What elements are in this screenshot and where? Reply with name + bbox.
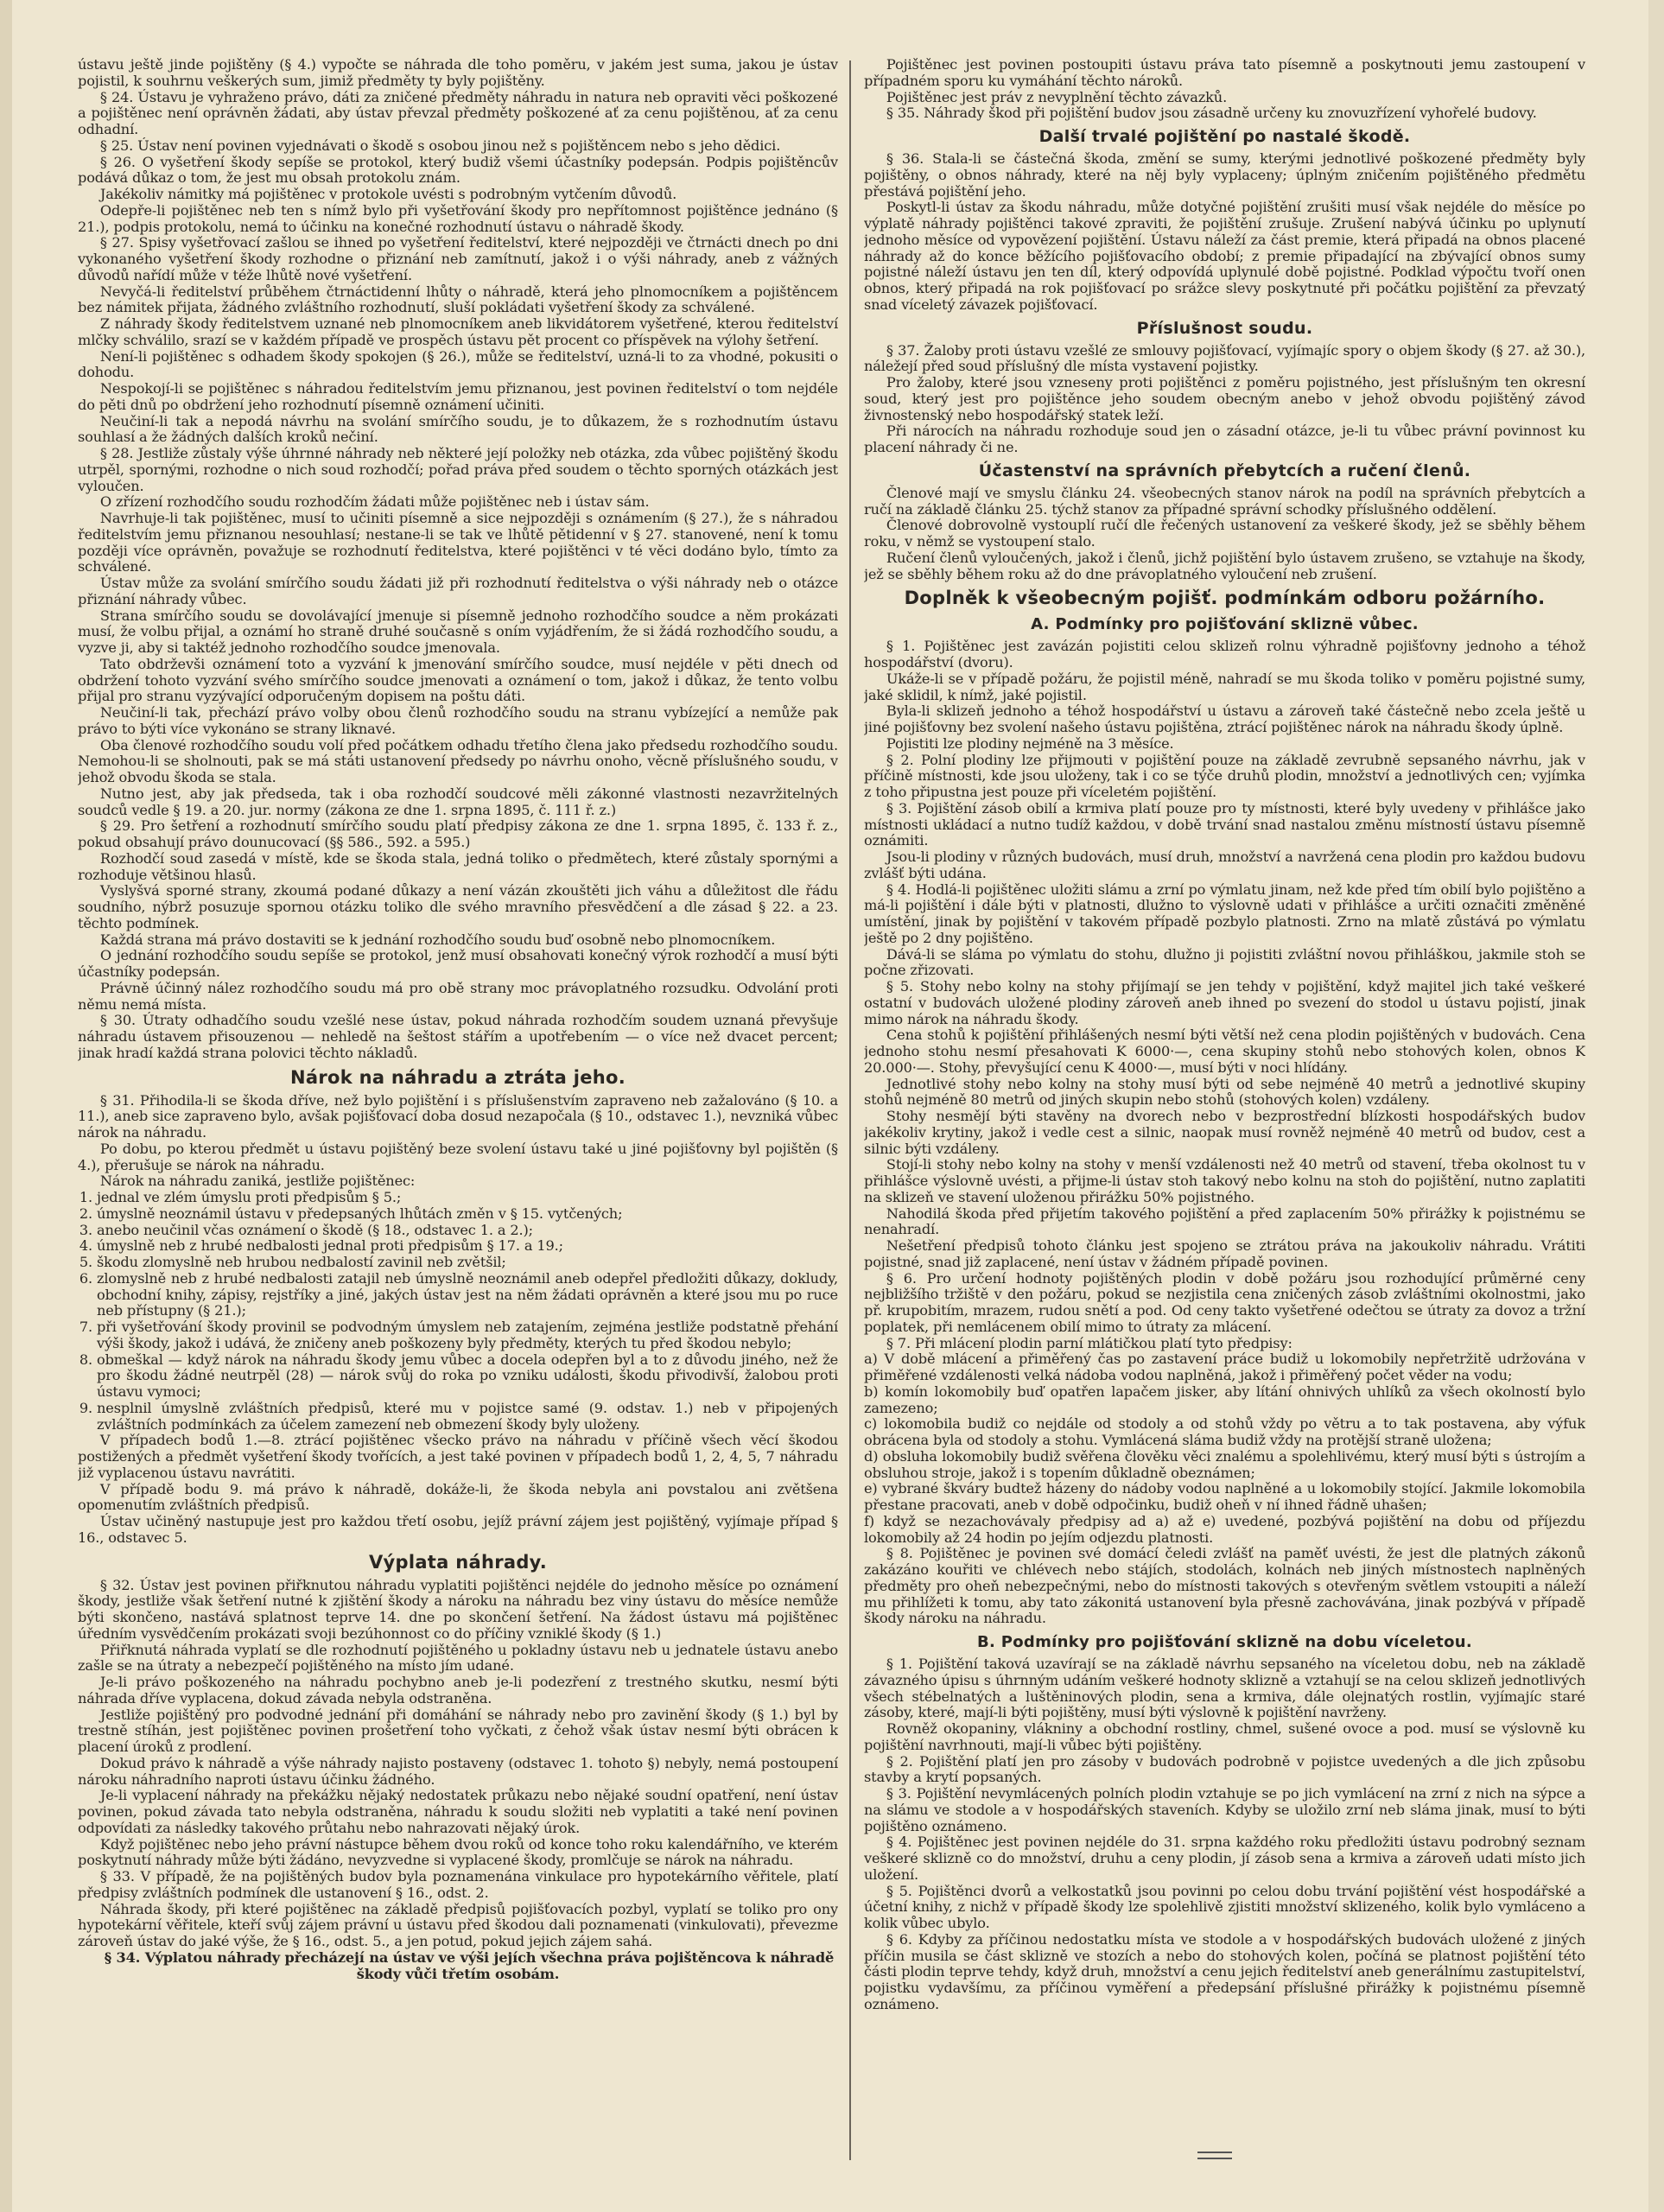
paragraph: § 32. Ústav jest povinen přiřknutou náhradu vyplatiti pojištěnci nejdéle do jednoho měsíce po oznámení škody, jestliže však šetření nutné k zjištění škody a nároku na náhradu bez viny ústavu do měsíce nemůže býti skončeno, nastává splatnost teprve 14. dne po skončení šetření. Na žádost ústavu má pojištěnec úředním vysvědčením prokázati svoji bezúhonnost co do příčiny vzniklé škody (§ 1.): [78, 1576, 838, 1642]
paragraph: § 33. V případě, že na pojištěných budov byla poznamenána vinkulace pro hypotekárního věřitele, platí předpisy zvláštních podmínek dle ustanovení § 16., odst. 2.: [78, 1868, 838, 1901]
paragraph: Z náhrady škody ředitelstvem uznané neb plnomocníkem aneb likvidátorem vyšetřené, kterou ředitelství mlčky schválilo, srazí se v každém případě ve prospěch ústavu pět procent co příspěvek na výlohy šetření.: [78, 315, 838, 348]
paragraph: Při nárocích na náhradu rozhoduje soud jen o zásadní otázce, je-li tu vůbec právní povinnost ku placení náhrady či ne.: [864, 423, 1585, 455]
paragraph: Dokud právo k náhradě a výše náhrady najisto postaveny (odstavec 1. tohoto §) nebyly, nemá postoupení nároku náhradního naproti ústavu účinku žádného.: [78, 1754, 838, 1788]
closing-paragraph: § 34. Výplatou náhrady přecházejí na ústav ve výši jejích všechna práva pojištěncova k náhradě škody vůči třetím osobám.: [104, 1948, 835, 1982]
paragraph: Byla-li sklizeň jednoho a téhož hospodářství u ústavu a zároveň také částečně nebo zcela ještě u jiné pojišťovny bez svolení našeho ústavu pojištěna, ztrácí pojištěnec nárok na náhradu škody úplně.: [864, 702, 1585, 735]
paragraph: § 37. Žaloby proti ústavu vzešlé ze smlouvy pojišťovací, vyjímajíc spory o objem škody (§ 27. až 30.), náležejí před soud příslušný dle místa vystavení pojistky.: [864, 341, 1585, 375]
paragraph: Neučiní-li tak, přechází právo volby obou členů rozhodčího soudu na stranu vybízející a nemůže pak právo to býti více vykonáno se strany liknavé.: [78, 704, 838, 737]
section-heading: Příslušnost soudu.: [1136, 318, 1313, 338]
right-column: [864, 57, 1585, 2165]
paragraph: Každá strana má právo dostaviti se k jednání rozhodčího soudu buď osobně nebo plnomocníkem.: [99, 931, 776, 948]
paragraph: Pro žaloby, které jsou vzneseny proti pojištěnci z poměru pojistného, jest příslušným ten okresní soud, který jest pro pojištěnce jeho soudem obecným anebo v jehož obvodu pojištěný závod živnostenský nebo hospodářský statek leží.: [864, 374, 1585, 423]
paragraph: Oba členové rozhodčího soudu volí před počátkem odhadu třetího člena jako předsedu rozhodčího soudu. Nemohou-li se sholnouti, pak se má státi ustanovení předsedy po návrhu onoho, věcně příslušného soudu, v jehož obvodu škoda se stala.: [78, 736, 838, 785]
paragraph: § 36. Stala-li se částečná škoda, změní se sumy, kterými jednotlivé poškozené předměty byly pojištěny, o obnos náhrady, které na něj byly vyplaceny; úplným zničením pojištěného předmětu přestává pojištění jeho.: [864, 150, 1585, 200]
paragraph: Cena stohů k pojištění přihlášených nesmí býti větší než cena plodin pojištěných v budovách. Cena jednoho stohu nesmí přesahovati K 6000·—, cena skupiny stohů nebo stohových kolen, obnos K 20.000·—. Stohy, převyšující cenu K 4000·—, musí býti v noci hlídány.: [864, 1027, 1585, 1076]
list-item: d) obsluha lokomobily budiž svěřena člověku věci znalému a spolehlivému, který musí býti s ústrojím a obsluhou stroje, jakož i s topením důkladně obeznámen;: [864, 1447, 1585, 1481]
paragraph: § 28. Jestliže zůstaly výše úhrnné náhrady neb některé její položky neb otázka, zda vůbec pojištěný škodu utrpěl, spornými, rozhodne o nich soud rozhodčí; pořad práva před soudem o těchto sporných otázkách jest vyloučen.: [78, 445, 838, 494]
paragraph: Je-li právo poškozeného na náhradu pochybno aneb je-li podezření z trestného skutku, nesmí býti náhrada dříve vyplacena, dokud závada nebyla odstraněna.: [78, 1674, 838, 1707]
paragraph: § 31. Přihodila-li se škoda dříve, než bylo pojištění i s příslušenstvím zapraveno neb zažalováno (§ 10. a 11.), aneb sice zapraveno bylo, avšak pojišťovací doba dosud nezapočala (§ 10., odstavec 1.), nevzniká vůbec nárok na náhradu.: [78, 1091, 838, 1141]
paragraph: Nešetření předpisů tohoto článku jest spojeno se ztrátou práva na jakoukoliv náhradu. Vrátiti pojistné, snad již zaplacené, není ústav v žádném případě povinen.: [864, 1237, 1585, 1270]
paragraph: § 3. Pojištění zásob obilí a krmiva platí pouze pro ty místnosti, které byly uvedeny v přihlášce jako místnosti ukládací a nutno tudíž každou, v době trvání snad nastalou změnu místností ústavu písemně oznámiti.: [864, 799, 1585, 849]
paragraph: § 5. Stohy nebo kolny na stohy přijímají se jen tehdy v pojištění, když majitel jich také veškeré ostatní v budovách uložené plodiny zároveň aneb ihned po svezení do stodol u ústavu pojistí, jinak mimo nárok na náhradu škody.: [864, 978, 1585, 1027]
left-column: [78, 57, 838, 2165]
paragraph: Nárok na náhradu zaniká, jestliže pojištěnec:: [99, 1173, 416, 1190]
subsection-heading: A. Podmínky pro pojišťování skliznë vůbec.: [1031, 615, 1419, 634]
paragraph: O jednání rozhodčího soudu sepíše se protokol, jenž musí obsahovati konečný výrok rozhodčí a musí býti účastníky podepsán.: [78, 947, 838, 980]
paragraph: § 3. Pojištění nevymlácených polních plodin vztahuje se po jich vymlácení na zrní z nich na sýpce a na slámu ve stodole a v hospodářských staveních. Kdyby se uložilo zrní neb sláma jinak, musí to býti pojištěno oznámeno.: [864, 1785, 1585, 1834]
paragraph: Odepře-li pojištěnec neb ten s nímž bylo při vyšetřování škody pro nepřítomnost pojištěnce jednáno (§ 21.), podpis protokolu, nemá to účinku na konečné rozhodnutí ústavu o náhradě škody.: [78, 201, 838, 235]
list-item: 9. nesplnil úmyslně zvláštních předpisů, které mu v pojistce samé (9. odstav. 1.) neb v připojených zvláštních podmínkách za účelem zamezení neb obmezení škody byly uloženy.: [97, 1401, 838, 1433]
paragraph: § 6. Pro určení hodnoty pojištěných plodin v době požáru jsou rozhodující průměrné ceny nejbližšího tržiště v den požáru, pokud se nezjistila cena zničených zásob zvláštními okolnostmi, jako př. krupobitím, mrazem, rudou snětí a pod. Od ceny takto vyšetřené odečtou se útraty za dovoz a tržní poplatek, při nemlácenem obilí mimo to útraty za mlácení.: [864, 1269, 1585, 1335]
page-edge-left: [0, 0, 12, 2212]
paragraph: Dává-li se sláma po výmlatu do stohu, dlužno ji pojistiti zvláštní novou přihláškou, jakmile stoh se počne zřizovati.: [864, 945, 1585, 979]
list-item: 4. úmyslně neb z hrubé nedbalosti jednal proti předpisům § 17. a 19.;: [97, 1238, 838, 1255]
paragraph: Jestliže pojištěný pro podvodné jednání při domáhání se náhrady nebo pro zavinění škody (§ 1.) byl by trestně stíhán, jest pojištěnec povinen prošetření toho vyčkati, z čehož však ústav nesmí býti obrácen k placení úroků z prodlení.: [78, 1706, 838, 1755]
list-item: 6. zlomyslně neb z hrubé nedbalosti zatajil neb úmyslně neoznámil aneb odepřel předložiti důkazy, dokludy, obchodní knihy, zápisy, rejstříky a jiné, jakých ústav jest na něm žádati oprávněn a které jsou mu po ruce neb přístupny (§ 21.);: [97, 1271, 838, 1319]
paragraph: Ukáže-li se v případě požáru, že pojistil méně, nahradí se mu škoda toliko v poměru pojistné sumy, jaké sklidil, k nímž, jaké pojistil.: [864, 670, 1585, 703]
paragraph: Členové mají ve smyslu článku 24. všeobecných stanov nárok na podíl na správních přebytcích a ručí na základě článku 25. týchž stanov za případné správní schodky příslušného oddělení.: [864, 484, 1585, 518]
paragraph: § 25. Ústav není povinen vyjednávati o škodě s osobou jinou než s pojištěncem nebo s jeho dědici.: [99, 137, 781, 154]
paragraph: Nahodilá škoda před přijetím takového pojištění a před zaplacením 50% přirážky k pojistnému se nenahradí.: [864, 1205, 1585, 1238]
paragraph: § 4. Pojištěnec jest povinen nejdéle do 31. srpna každého roku předložiti ústavu podrobný seznam veškeré sklizně co do množství, druhu a ceny plodin, jí zásob sena a krmiva a zároveň udati místo jich uložení.: [864, 1834, 1585, 1883]
paragraph: Pojištěnec jest práv z nevyplnění těchto závazků.: [886, 88, 1228, 105]
paragraph: Neučiní-li tak a nepodá návrhu na svolání smírčího soudu, je to důkazem, že s rozhodnutím ústavu souhlasí a že žádných dalších kroků nečiní.: [78, 412, 838, 446]
paragraph: Členové dobrovolně vystouplí ručí dle řečených ustanovení za veškeré škody, jež se sběhly během roku, v němž se vystoupení stalo.: [864, 517, 1585, 550]
paragraph: Jednotlivé stohy nebo kolny na stohy musí býti od sebe nejméně 40 metrů a jednotlivé skupiny stohů nejméně 80 metrů od jiných skupin nebo stohů (stohových kolen) vzdáleny.: [864, 1075, 1585, 1109]
paragraph: Rozhodčí soud zasedá v místě, kde se škoda stala, jedná toliko o předmětech, které zůstaly spornými a rozhoduje většinou hlasů.: [78, 849, 838, 883]
paragraph: Ústav může za svolání smírčího soudu žádati již při rozhodnutí ředitelstva o výši náhrady neb o otázce přiznání náhrady vůbec.: [78, 575, 838, 607]
paragraph: § 6. Kdyby za příčinou nedostatku místa ve stodole a v hospodářských budovách uložené z jiných příčin musila se část sklizně ve stozích a nebo do stohových kolen, počíná se platnost pojištění této části plodin teprve tehdy, když druh, množství a cenu jejich ředitelství aneb generálnímu zastupitelství, pojistku vydavšímu, za příčinou vyměření a předepsání příslušné přirážky k pojistnému písemně oznámeno.: [864, 1930, 1585, 2012]
paragraph: Rovněž okopaniny, vlákniny a obchodní rostliny, chmel, sušené ovoce a pod. musí se výslovně ku pojištění navrhnouti, mají-li vůbec býti pojištěny.: [864, 1720, 1585, 1753]
paragraph: § 4. Hodlá-li pojištěnec uložiti slámu a zrní po výmlatu jinam, než kde před tím obilí bylo pojištěno a má-li pojištění i dále býti v platnosti, dlužno to výslovně udati v přihlášce a určiti označiti změněné umístění, jinak by pojištění v takovém případě pozbylo platnosti. Zrno na mlatě zůstává po výmlatu ještě po 2 dny pojištěno.: [864, 880, 1585, 946]
paragraph: § 5. Pojištěnci dvorů a velkostatků jsou povinni po celou dobu trvání pojištění vést hospodářské a účetní knihy, z nichž v případě škody lze spolehlivě zjistiti množství sklizeného, kolik bylo vymláceno a kolik vůbec ubylo.: [864, 1882, 1585, 1931]
paragraph: V případech bodů 1.—8. ztrácí pojištěnec všecko právo na náhradu v příčině všech věcí škodou postižených a předmět vyšetření škody tvořících, a jest také povinen v případech bodů 1, 2, 4, 5, 7 náhradu již vyplacenou ústavu navrátiti.: [78, 1432, 838, 1481]
paragraph: Jakékoliv námitky má pojištěnec v protokole uvésti s podrobným vytčením důvodů.: [99, 186, 677, 202]
paragraph: Není-li pojištěnec s odhadem škody spokojen (§ 26.), může se ředitelství, uzná-li to za vhodné, pokusiti o dohodu.: [78, 347, 838, 381]
paragraph: Přiřknutá náhrada vyplatí se dle rozhodnutí pojištěného u pokladny ústavu neb u jednatele ústavu anebo zašle se na útraty a nebezpečí pojištěného na místo jím udané.: [78, 1641, 838, 1675]
list-item: 3. anebo neučinil včas oznámení o škodě (§ 18., odstavec 1. a 2.);: [97, 1223, 838, 1239]
paragraph: Pojistiti lze plodiny nejméně na 3 měsíce.: [886, 734, 1174, 752]
column-divider: [849, 60, 851, 2160]
list-item: 8. obmeškal — když nárok na náhradu škody jemu vůbec a docela odepřen byl a to z důvodu jiného, než že pro škodu žádné neutrpěl (28) — nárok svůj do roka po vzniku události, škodu přivodivší, žalobou proti ústavu vymoci;: [97, 1352, 838, 1401]
list-item: 5. škodu zlomyslně neb hrubou nedbalostí zavinil neb zvětšil;: [97, 1255, 838, 1271]
paragraph: § 7. Při mlácení plodin parní mlátičkou platí tyto předpisy:: [886, 1334, 1292, 1351]
paragraph: § 2. Polní plodiny lze přijmouti v pojištění pouze na základě zevrubně sepsaného návrhu, jak v příčině místnosti, kde jsou uloženy, tak i co se týče druhů plodin, množství a jednotlivých cen; vyjímka z toho připustna jest pouze při víceletém pojištění.: [864, 751, 1585, 800]
list-item: 2. úmyslně neoznámil ústavu v předepsaných lhůtách změn v § 15. vytčených;: [97, 1206, 838, 1223]
paragraph: Pojištěnec jest povinen postoupiti ústavu práva tato písemně a poskytnouti jemu zastoupení v případném sporu ku vymáhání těchto nároků.: [864, 57, 1585, 89]
section-heading: Účastenství na správních přebytcích a ručení členů.: [978, 461, 1471, 480]
list-item: f) když se nezachovávaly předpisy ad a) až e) uvedené, pozbývá pojištění na dobu od příjezdu lokomobily až 24 hodin po jejím odjezdu platnosti.: [864, 1512, 1585, 1546]
section-heading: Další trvalé pojištění po nastalé škodě.: [1038, 127, 1411, 146]
paragraph: Strana smírčího soudu se dovolávající jmenuje si písemně jednoho rozhodčího soudce a něm prokázati musí, že volbu přijal, a oznámí ho straně druhé současně s oním vyjádřením, že si žádá rozhodčího soudu, a vyzve ji, aby si taktéž jednoho rozhodčího soudce jmenovala.: [78, 607, 838, 656]
paragraph: Je-li vyplacení náhrady na překážku nějaký nedostatek průkazu nebo nějaké soudní opatření, není ústav povinen, pokud závada tato nebyla odstraněna, náhradu k soudu složiti neb vyplatiti a také není povinen odpovídati za následky takového průtahu nebo nahrazovati nějaký úrok.: [78, 1787, 838, 1836]
paragraph: § 26. O vyšetření škody sepíše se protokol, který budiž všemi účastníky podepsán. Podpis pojištěncův podává důkaz o tom, že jest mu obsah protokolu znám.: [78, 153, 838, 187]
paragraph: § 2. Pojištění platí jen pro zásoby v budovách podrobně v pojistce uvedených a dle jich způsobu stavby a krytí popsaných.: [864, 1752, 1585, 1786]
paragraph: Nutno jest, aby jak předseda, tak i oba rozhodčí soudcové měli zákonné vlastnosti nezavržitelných soudců vedle § 19. a 20. jur. normy (zákona ze dne 1. srpna 1895, č. 111 ř. z.): [78, 785, 838, 818]
paragraph: Náhrada škody, při které pojištěnec na základě předpisů pojišťovacích pozbyl, vyplatí se toliko pro ony hypotekární věřitele, kteří svůj zájem právní u ústavu před škodou dali poznamenati (vinkulovati), převezme zároveň ústav do jaké výše, že § 16., odst. 5., a jen potud, pokud jejich zájem sahá.: [78, 1900, 838, 1949]
list-item: 1. jednal ve zlém úmyslu proti předpisům § 5.;: [97, 1190, 838, 1206]
paragraph: Tato obdrževši oznámení toto a vyzvání k jmenování smírčího soudce, musí nejdéle v pěti dnech od obdržení tohoto vyzvání svého smírčího soudce jmenovati a oznámení o tom, jakož i důkaz, že tento volbu přijal pro stranu vyzývající odporučeným dopisem na poštu dáti.: [78, 655, 838, 705]
paragraph: Navrhuje-li tak pojištěnec, musí to učiniti písemně a sice nejpozději s oznámením (§ 27.), že s náhradou ředitelstvím jemu přiznanou nesouhlasí; nestane-li se tak ve lhůtě pětidenní v § 27. stanovené, není k tomu později více oprávněn, považuje se rozhodnutí ředitelstva, které pojištěnci v té věci dodáno bylo, tímto za schválené.: [78, 510, 838, 575]
subsection-heading: B. Podmínky pro pojišťování sklizně na dobu víceletou.: [977, 1633, 1472, 1651]
paragraph: § 30. Útraty odhadčího soudu vzešlé nese ústav, pokud náhrada rozhodčím soudem uznaná převyšuje náhradu ústavem přisouzenou — nehledě na šeštost stářím a upotřebením — o více než dvacet percent; jinak hradí každá strana polovici těchto nákladů.: [78, 1012, 838, 1061]
paragraph: § 29. Pro šetření a rozhodnutí smírčího soudu platí předpisy zákona ze dne 1. srpna 1895, č. 133 ř. z., pokud obsahují právo dounucovací (§§ 586., 592. a 595.): [78, 817, 838, 850]
paragraph: § 24. Ústavu je vyhraženo právo, dáti za zničené předměty náhradu in natura neb opraviti věci poškozené a pojištěnec není oprávněn žádati, aby ústav převzal předměty poškozené ať za cenu pojištěnou, ať za cenu odhadní.: [78, 88, 838, 137]
list-item: c) lokomobila budiž co nejdále od stodoly a od stohů vždy po větru a to tak postavena, aby výfuk obrácena byla od stodoly a stohu. Vymlácená sláma budiž vždy na protější straně uložena;: [864, 1415, 1585, 1448]
list-item: a) V době mlácení a přiměřený čas po zastavení práce budiž u lokomobily nepřetržitě udržována v přiměřené vzdálenosti velká nádoba vodou naplněná, jakož i přiměřený počet věder na vodu;: [864, 1351, 1585, 1383]
section-heading: Výplata náhrady.: [368, 1551, 548, 1573]
paragraph: Nevyčá-li ředitelství průběhem čtrnáctidenní lhůty o náhradě, která jeho plnomocníkem a pojištěncem bez námitek přijata, žádného zvláštního rozhodnutí, sluší pokládati vyšetření škody za schválené.: [78, 283, 838, 316]
list-item: b) komín lokomobily buď opatřen lapačem jisker, aby lítání ohnivých uhlíků za všech okolností bylo zamezeno;: [864, 1382, 1585, 1416]
paragraph: § 35. Náhrady škod při pojištění budov jsou zásadně určeny ku znovuzřízení vyhořelé budovy.: [886, 105, 1537, 122]
paragraph: V případě bodu 9. má právo k náhradě, dokáže-li, že škoda nebyla ani povstalou ani zvětšena opomenutím zvláštních předpisů.: [78, 1480, 838, 1514]
paragraph: § 8. Pojištěnec je povinen své domácí čeledi zvlášť na paměť uvésti, že jest dle platných zákonů zakázáno kouřiti ve chlévech nebo stájích, stodolách, kolnách neb jiných místnostech naplněných předměty pro oheň nebezpečnými, nebo do místnosti takových s otevřeným světlem vstoupiti a náleží mu přihlížeti k tomu, aby tato zákonitá ustanovení byla přesně zachovávána, jinak pozbývá v případě škody nároku na náhradu.: [864, 1545, 1585, 1627]
paragraph: ústavu ještě jinde pojištěny (§ 4.) vypočte se náhrada dle toho poměru, v jakém jest suma, jakou je ústav pojistil, k souhrnu veškerých sum, jimiž předměty ty byly pojištěny.: [78, 57, 838, 89]
paragraph: O zřízení rozhodčího soudu rozhodčím žádati může pojištěnec neb i ústav sám.: [99, 493, 650, 511]
paragraph: Po dobu, po kterou předmět u ústavu pojištěný beze svolení ústavu také u jiné pojišťovny byl pojištěn (§ 4.), přerušuje se nárok na náhradu.: [78, 1140, 838, 1173]
section-heading: Nárok na náhradu a ztráta jeho.: [289, 1066, 626, 1088]
paragraph: Vyslyšvá sporné strany, zkoumá podané důkazy a není vázán zkouštěti jich váhu a důležitost dle řádu soudního, nýbrž posuzuje spornou otázku toliko dle svého mravního přesvědčení a dle zásad § 22. a 23. těchto podmínek.: [78, 882, 838, 931]
numbered-list: [78, 1190, 838, 1433]
paragraph: § 1. Pojištění taková uzavírají se na základě návrhu sepsaného na víceletou dobu, neb na základě závazného úpisu s úhrnným udáním veškeré hodnoty sklizně a vztahují se na celou sklizeň jednotlivých všech stébelnatých a luštěninových plodin, sena a krmiva, dále olejnatých rostlin, vyjímajíc staré zásoby, které, mají-li býti pojištěny, musí býti výslovně k pojištění navrženy.: [864, 1656, 1585, 1721]
paragraph: Stohy nesmějí býti stavěny na dvorech nebo v bezprostřední blízkosti hospodářských budov jakékoliv krytiny, jakož i vedle cest a silnic, naopak musí rovněž nejméně 40 metrů od budov, cest a silnic býti vzdáleny.: [864, 1108, 1585, 1157]
paragraph: Když pojištěnec nebo jeho právní nástupce během dvou roků od konce toho roku kalendářního, ve kterém poskytnutí náhrady může býti žádáno, nevyzvedne si vyplacené škody, promlčuje se nárok na náhradu.: [78, 1835, 838, 1869]
paragraph: Ústav učiněný nastupuje jest pro každou třetí osobu, jejíž právní zájem jest pojištěný, vyjímaje případ § 16., odstavec 5.: [78, 1513, 838, 1546]
paragraph: § 27. Spisy vyšetřovací zašlou se ihned po vyšetření ředitelství, které nejpozději ve čtrnácti dnech po dni vykonaného vyšetření škody rozhodne o přiznání neb zamítnutí, jakož i o výši náhrady, aneb z vážných důvodů nařídí může v téže lhůtě nové vyšetření.: [78, 234, 838, 283]
paragraph: Právně účinný nález rozhodčího soudu má pro obě strany moc právoplatného rozsudku. Odvolání proti němu nemá místa.: [78, 979, 838, 1013]
list-item: e) vybrané škváry budtež házeny do nádoby vodou naplněné a u lokomobily stojící. Jakmile lokomobila přestane pracovati, aneb v době odpočinku, budiž oheň v ní ihned řádně uhašen;: [864, 1480, 1585, 1513]
paragraph: § 1. Pojištěnec jest zavázán pojistiti celou sklizeň rolnu výhradně pojišťovny jednoho a téhož hospodářství (dvoru).: [864, 638, 1585, 671]
page-edge-right: [1648, 0, 1664, 2212]
paragraph: Stojí-li stohy nebo kolny na stohy v menší vzdálenosti než 40 metrů od stavení, třeba okolnost tu v přihlášce výslovně uvésti, a přijme-li ústav stoh takový nebo kolnu na stoh do pojištění, nutno zaplatiti na sklizeň ve stavení uloženou přirážku 50% pojistného.: [864, 1156, 1585, 1205]
paragraph: Poskytl-li ústav za škodu náhradu, může dotyčné pojištění zrušiti musí však nejdéle do měsíce po výplatě náhrady pojištěnci takové zpraviti, že pojištění zrušuje. Zrušení nabývá účinku po uplynutí jednoho měsíce od vypovězení pojištění. Ústavu náleží za část premie, která připadá na obnos placené náhrady až do konce běžícího pojišťovacího období; z premie připadající na zbývající obnos sumy pojistné náleží ústavu jen ten díl, který odpovídá uplynulé době pojistné. Podklad výpočtu tvoří onen obnos, který připadá na rok pojišťovací po srážce slevy poskytnuté při počátku pojištění za převzatý snad víceletý závazek pojišťovací.: [864, 199, 1585, 313]
paragraph: Ručení členů vyloučených, jakož i členů, jichž pojištění bylo ústavem zrušeno, se vztahuje na škody, jež se sběhly během roku až do dne právoplatného vyloučení neb zrušení.: [864, 549, 1585, 582]
paragraph: Jsou-li plodiny v různých budovách, musí druh, množství a navržená cena plodin pro každou budovu zvlášť býti udána.: [864, 849, 1585, 881]
list-item: 7. při vyšetřování škody provinil se podvodným úmyslem neb zatajením, zejména jestliže podstatně přehání výši škody, jakož i udává, že zničeny aneb poškozeny byly předměty, kterých tu před škodou nebylo;: [97, 1319, 838, 1352]
end-ornament: [1197, 2152, 1232, 2159]
paragraph: Nespokojí-li se pojištěnec s náhradou ředitelstvím jemu přiznanou, jest povinen ředitelství o tom nejdéle do pěti dnů po obdržení jeho rozhodnutí písemně oznámení učiniti.: [78, 380, 838, 413]
supplement-title: Doplněk k všeobecným pojišť. podmínkám odboru požárního.: [904, 588, 1546, 609]
